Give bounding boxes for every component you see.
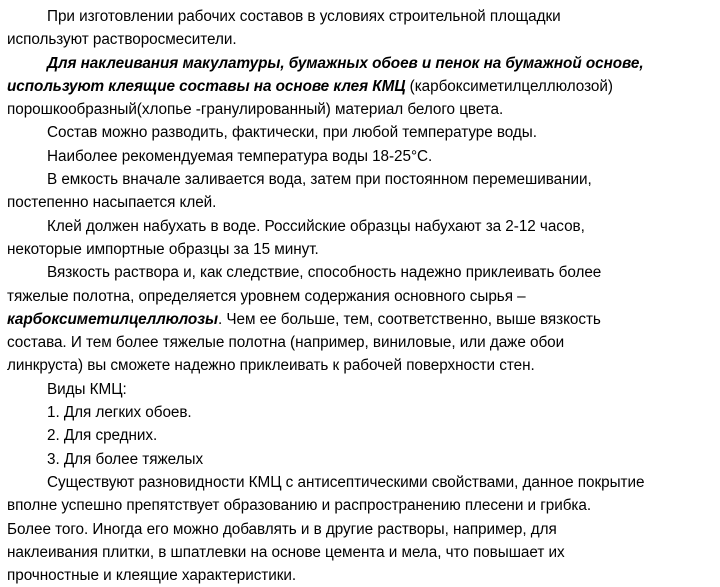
text-line	[7, 75, 716, 98]
line-text: постепенно насыпается клей.	[7, 194, 217, 212]
line-text: линкруста) вы сможете надежно приклеивать к рабочей поверхности стен.	[7, 357, 535, 375]
line-text: Вязкость раствора и, как следствие, способность надежно приклеивать более	[47, 264, 602, 282]
line-text: 1. Для легких обоев.	[47, 404, 192, 422]
text-line	[7, 378, 716, 401]
text-line	[7, 98, 716, 121]
line-text: порошкообразный(хлопье -гранулированный) материал белого цвета.	[7, 101, 504, 119]
line-text: используют растворосмесители.	[7, 31, 237, 49]
line-text: прочностные и клеящие характеристики.	[7, 567, 297, 585]
text-line	[7, 191, 716, 214]
text-line	[7, 308, 716, 331]
text-line	[7, 52, 716, 75]
text-line	[7, 285, 716, 308]
line-text: (карбоксиметилцеллюлозой)	[405, 77, 613, 95]
line-text: Виды КМЦ:	[47, 380, 127, 398]
text-line	[7, 564, 716, 587]
line-text: Существуют разновидности КМЦ с антисептическими свойствами, данное покрытие	[47, 473, 645, 491]
line-text: Состав можно разводить, фактически, при любой температуре воды.	[47, 124, 537, 142]
list-item	[7, 401, 716, 424]
line-text: наклеивания плитки, в шпатлевки на основе цемента и мела, что повышает их	[7, 543, 565, 561]
text-line	[7, 121, 716, 144]
list-item	[7, 424, 716, 447]
text-line	[7, 331, 716, 354]
list-item	[7, 448, 716, 471]
text-line	[7, 494, 716, 517]
text-line	[7, 5, 716, 28]
line-text: При изготовлении рабочих составов в условиях строительной площадки	[47, 8, 561, 25]
text-line	[7, 215, 716, 238]
line-text: состава. И тем более тяжелые полотна (например, виниловые, или даже обои	[7, 334, 565, 352]
text-line	[7, 261, 716, 284]
line-text: Наиболее рекомендуемая температура воды 18-25°С.	[47, 147, 433, 165]
line-text: Клей должен набухать в воде. Российские образцы набухают за 2-12 часов,	[47, 217, 585, 235]
bold-italic-text: Для наклеивания макулатуры, бумажных обоев и пенок на бумажной основе,	[47, 54, 644, 72]
line-text: 3. Для более тяжелых	[47, 450, 204, 468]
text-line	[7, 28, 716, 51]
text-line	[7, 541, 716, 564]
text-line	[7, 354, 716, 377]
line-text: Более того. Иногда его можно добавлять и в другие растворы, например, для	[7, 520, 557, 538]
text-line	[7, 168, 716, 191]
text-line	[7, 471, 716, 494]
line-text: В емкость вначале заливается вода, затем при постоянном перемешивании,	[47, 171, 592, 189]
text-line	[7, 518, 716, 541]
line-text: некоторые импортные образцы за 15 минут.	[7, 240, 319, 258]
bold-italic-text: используют клеящие составы на основе клея КМЦ	[7, 77, 406, 95]
text-line	[7, 238, 716, 261]
line-text: тяжелые полотна, определяется уровнем содержания основного сырья –	[7, 287, 526, 305]
line-text: вполне успешно препятствует образованию и распространению плесени и грибка.	[7, 497, 592, 515]
line-text: . Чем ее больше, тем, соответственно, выше вязкость	[217, 310, 601, 328]
line-text: 2. Для средних.	[47, 427, 158, 445]
bold-italic-text: карбоксиметилцеллюлозы	[7, 310, 218, 328]
text-line	[7, 145, 716, 168]
